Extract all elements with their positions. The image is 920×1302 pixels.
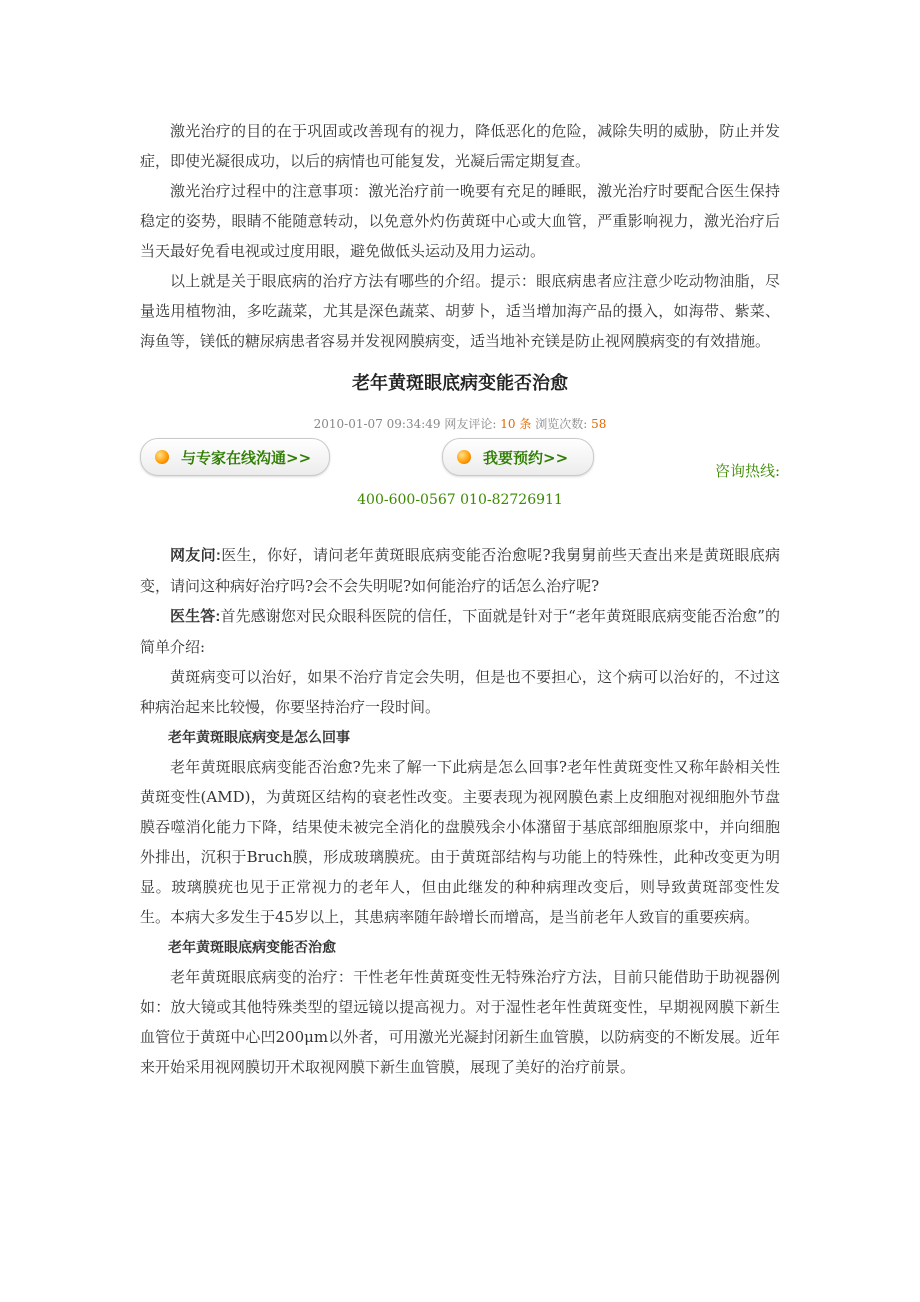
comments-unit: 条	[519, 417, 532, 431]
appointment-button[interactable]	[442, 438, 594, 476]
hotline-label: 咨询热线:	[714, 462, 780, 480]
comments-count[interactable]: 10	[500, 417, 516, 431]
section-paragraph: 老年黄斑眼底病变能否治愈?先来了解一下此病是怎么回事?老年性黄斑变性又称年龄相关性黄斑变性(AMD)，为黄斑区结构的衰老性改变。主要表现为视网膜色素上皮细胞对视细胞外节盘膜吞噬消化能力下降，结果使未被完全消化的盘膜残余小体潴留于基底部细胞原浆中，并向细胞外排出，沉积于Bruch膜，形成玻璃膜疣。由于黄斑部结构与功能上的特殊性，此种改变更为明显。玻璃膜疣也见于正常视力的老年人，但由此继发的种种病理改变后，则导致黄斑部变性发生。本病大多发生于45岁以上，其患病率随年龄增长而增高，是当前老年人致盲的重要疾病。	[140, 758, 780, 926]
answer-text: 首先感谢您对民众眼科医院的信任，下面就是针对于“老年黄斑眼底病变能否治愈”的简单介绍:	[140, 607, 781, 656]
answer-followup: 黄斑病变可以治好，如果不治疗肯定会失明，但是也不要担心，这个病可以治好的，不过这种病治起来比较慢，你要坚持治疗一段时间。	[140, 668, 780, 716]
chat-button-label: 与专家在线沟通>>	[181, 448, 312, 467]
orange-bullet-icon	[457, 450, 471, 464]
appointment-button-label: 我要预约>>	[483, 448, 569, 467]
article-meta	[140, 416, 780, 432]
section-paragraph: 老年黄斑眼底病变的治疗：干性老年性黄斑变性无特殊治疗方法，目前只能借助于助视器例如：放大镜或其他特殊类型的望远镜以提高视力。对于湿性老年性黄斑变性，早期视网膜下新生血管位于黄斑中心凹200μm以外者，可用激光光凝封闭新生血管膜，以防病变的不断发展。近年来开始采用视网膜切开术取视网膜下新生血管膜，展现了美好的治疗前景。	[140, 968, 780, 1076]
views-count: 58	[591, 417, 607, 431]
answer-label: 医生答:	[170, 608, 221, 625]
action-buttons	[140, 438, 780, 478]
comments-label: 网友评论:	[444, 417, 497, 431]
views-label: 浏览次数:	[535, 417, 588, 431]
question-label: 网友问:	[170, 547, 221, 564]
chat-with-expert-button[interactable]	[140, 438, 330, 476]
question-paragraph	[140, 540, 780, 601]
orange-bullet-icon	[155, 450, 169, 464]
intro-paragraph: 激光治疗的目的在于巩固或改善现有的视力，降低恶化的危险，减除失明的威胁，防止并发症，即使光凝很成功，以后的病情也可能复发，光凝后需定期复查。	[140, 122, 780, 170]
hotline-numbers: 400-600-0567 010-82726911	[357, 492, 563, 508]
section-heading: 老年黄斑眼底病变能否治愈	[168, 939, 336, 955]
answer-paragraph	[140, 601, 780, 662]
intro-paragraph: 以上就是关于眼底病的治疗方法有哪些的介绍。提示：眼底病患者应注意少吃动物油脂，尽量选用植物油，多吃蔬菜，尤其是深色蔬菜、胡萝卜，适当增加海产品的摄入，如海带、紫菜、海鱼等，镁低的糖尿病患者容易并发视网膜病变，适当地补充镁是防止视网膜病变的有效措施。	[140, 272, 780, 350]
article-datetime: 2010-01-07 09:34:49	[313, 417, 441, 431]
qa-section	[140, 540, 780, 1082]
document-page	[140, 116, 780, 1082]
intro-paragraph: 激光治疗过程中的注意事项：激光治疗前一晚要有充足的睡眠，激光治疗时要配合医生保持稳定的姿势，眼睛不能随意转动，以免意外灼伤黄斑中心或大血管，严重影响视力，激光治疗后当天最好免看电视或过度用眼，避免做低头运动及用力运动。	[140, 182, 780, 260]
question-text: 医生，你好，请问老年黄斑眼底病变能否治愈呢?我舅舅前些天查出来是黄斑眼底病变，请问这种病好治疗吗?会不会失明呢?如何能治疗的话怎么治疗呢?	[140, 546, 781, 595]
article-title: 老年黄斑眼底病变能否治愈	[352, 373, 568, 393]
section-heading: 老年黄斑眼底病变是怎么回事	[168, 729, 350, 745]
